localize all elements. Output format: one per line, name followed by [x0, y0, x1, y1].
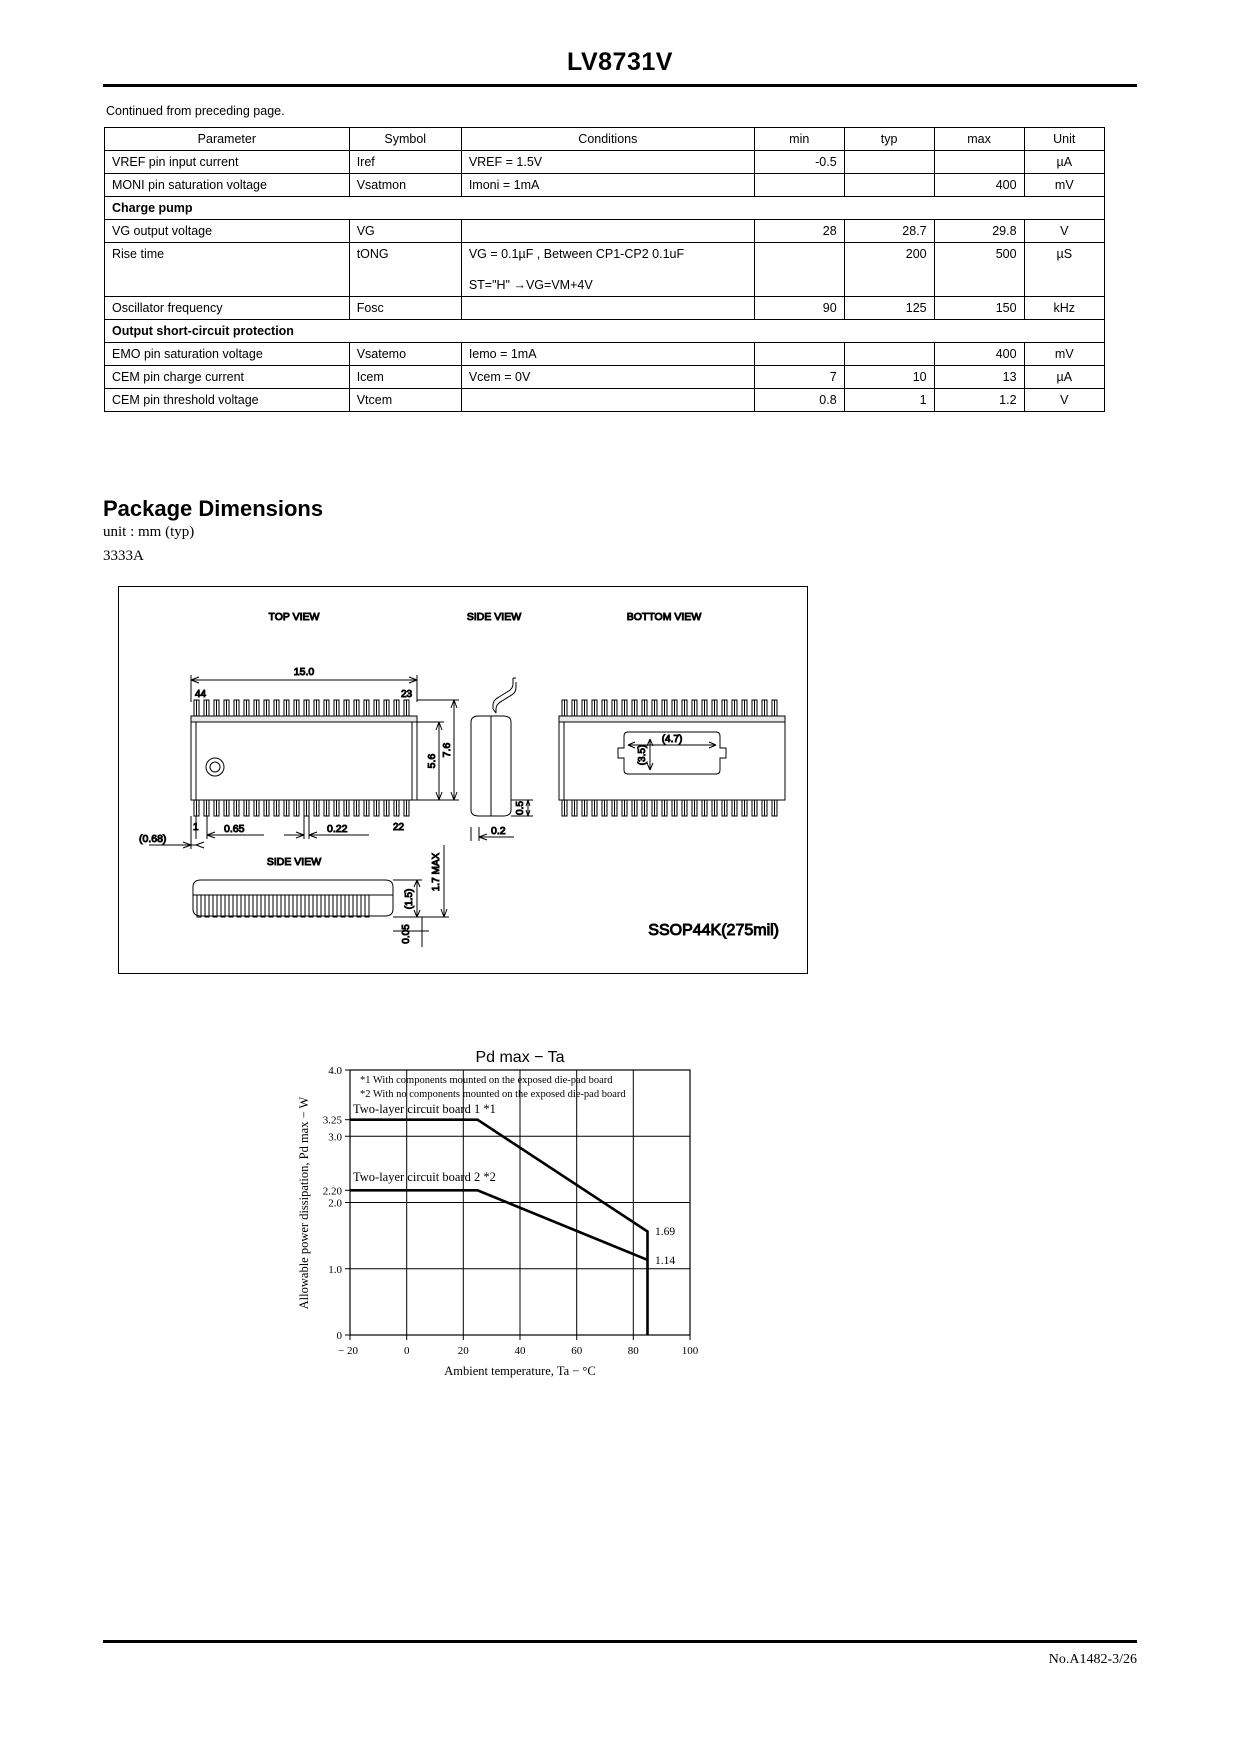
- xtick-80: 80: [627, 1345, 639, 1357]
- pin-label-23: 23: [401, 689, 413, 700]
- xtick-60: 60: [571, 1345, 583, 1357]
- table-header-row: [105, 128, 1105, 151]
- cell-min: 90: [754, 297, 844, 320]
- cell-symbol: tONG: [349, 243, 461, 297]
- cell-typ: 10: [844, 366, 934, 389]
- cell-typ: 28.7: [844, 220, 934, 243]
- page-footer: No.A1482-3/26: [1048, 1652, 1137, 1667]
- dim-pad-width: (4.7): [661, 734, 683, 745]
- table-section-row: [105, 320, 1105, 343]
- ytick-4-0: 4.0: [328, 1065, 342, 1077]
- dim-width: 15.0: [293, 666, 315, 678]
- dim-lead-offset: (0.68): [139, 833, 167, 845]
- section-label: Charge pump: [105, 197, 1105, 220]
- cell-conditions: [461, 389, 754, 412]
- side-view-profile: [193, 880, 393, 917]
- cell-parameter: CEM pin charge current: [105, 366, 350, 389]
- side-view-label-2: SIDE VIEW: [266, 856, 322, 868]
- xtick--20: − 20: [338, 1345, 358, 1357]
- package-part-label: SSOP44K(275mil): [648, 922, 779, 939]
- ytick-2-0: 2.0: [328, 1197, 342, 1210]
- cell-symbol: Vsatmon: [349, 174, 461, 197]
- pin-label-1: 1: [193, 822, 199, 833]
- package-drawing: [119, 587, 807, 973]
- ytick-1-0: 1.0: [328, 1263, 342, 1276]
- cell-symbol: Vtcem: [349, 389, 461, 412]
- cell-parameter: EMO pin saturation voltage: [105, 343, 350, 366]
- cell-parameter: Oscillator frequency: [105, 297, 350, 320]
- side-view-gullwing: [471, 678, 516, 816]
- cell-parameter: VREF pin input current: [105, 151, 350, 174]
- cell-typ: 1: [844, 389, 934, 412]
- cell-max: 400: [934, 174, 1024, 197]
- cell-max: 400: [934, 343, 1024, 366]
- cell-unit: mV: [1024, 343, 1104, 366]
- cell-conditions: Imoni = 1mA: [461, 174, 754, 197]
- cell-min: [754, 343, 844, 366]
- chart-ylabel: Allowable power dissipation, Pd max − W: [297, 1096, 311, 1310]
- table-row: [105, 174, 1105, 197]
- col-conditions: Conditions: [461, 128, 754, 151]
- ytick-2-20: 2.20: [322, 1185, 342, 1198]
- cell-symbol: Fosc: [349, 297, 461, 320]
- dim-standoff: 0.05: [401, 924, 412, 944]
- table-row: [105, 297, 1105, 320]
- cell-conditions: VREF = 1.5V: [461, 151, 754, 174]
- table-row: [105, 220, 1105, 243]
- dim-body-height: 5.6: [426, 753, 438, 769]
- pdmax-ta-chart: [290, 1045, 720, 1385]
- chart-note-2: *2 With no components mounted on the exposed die-pad board: [360, 1089, 626, 1100]
- table-row: [105, 151, 1105, 174]
- series-end-value-board2: 1.14: [655, 1255, 676, 1267]
- pdmax-ta-chart-svg: [290, 1045, 720, 1385]
- ytick-0: 0: [336, 1330, 342, 1342]
- xtick-0: 0: [403, 1345, 410, 1357]
- col-symbol: Symbol: [349, 128, 461, 151]
- cell-max: 500: [934, 243, 1024, 297]
- cell-unit: kHz: [1024, 297, 1104, 320]
- pin-label-22: 22: [393, 822, 405, 833]
- section-label: Output short-circuit protection: [105, 320, 1105, 343]
- cell-parameter: VG output voltage: [105, 220, 350, 243]
- chart-note-1: *1 With components mounted on the exposed die-pad board: [360, 1075, 613, 1086]
- cell-min: 0.8: [754, 389, 844, 412]
- dim-pad-height: (3.5): [637, 744, 648, 766]
- top-view-label: TOP VIEW: [268, 611, 320, 623]
- cell-unit: µA: [1024, 151, 1104, 174]
- dim-overall-height: 7.6: [441, 742, 453, 758]
- col-min: min: [754, 128, 844, 151]
- table-row: [105, 366, 1105, 389]
- xtick-20: 20: [457, 1345, 469, 1357]
- cell-parameter: CEM pin threshold voltage: [105, 389, 350, 412]
- cell-symbol: VG: [349, 220, 461, 243]
- col-typ: typ: [844, 128, 934, 151]
- cell-conditions: [461, 243, 754, 297]
- package-dimensions-heading: Package Dimensions: [103, 496, 324, 521]
- cell-conditions: [461, 220, 754, 243]
- condition-line-1: VG = 0.1µF , Between CP1-CP2 0.1uF: [468, 247, 685, 261]
- cell-unit: V: [1024, 220, 1104, 243]
- dim-lead-width: 0.22: [327, 823, 348, 835]
- cell-min: 28: [754, 220, 844, 243]
- ytick-3-0: 3.0: [328, 1131, 342, 1144]
- cell-min: 7: [754, 366, 844, 389]
- chart-title: Pd max − Ta: [475, 1049, 565, 1066]
- header-rule: [103, 84, 1137, 87]
- col-unit: Unit: [1024, 128, 1104, 151]
- bottom-view-leads-top: [562, 700, 777, 716]
- cell-min: [754, 174, 844, 197]
- cell-conditions: Vcem = 0V: [461, 366, 754, 389]
- cell-symbol: Vsatemo: [349, 343, 461, 366]
- package-leads-top: [194, 700, 409, 716]
- package-leads-bottom: [194, 800, 409, 816]
- cell-max: 150: [934, 297, 1024, 320]
- cell-max: 29.8: [934, 220, 1024, 243]
- cell-typ: 125: [844, 297, 934, 320]
- package-unit-note: unit : mm (typ): [103, 524, 195, 540]
- cell-max: 1.2: [934, 389, 1024, 412]
- cell-unit: µS: [1024, 243, 1104, 297]
- cell-typ: 200: [844, 243, 934, 297]
- electrical-characteristics-table: [104, 127, 1105, 412]
- col-parameter: Parameter: [105, 128, 350, 151]
- cell-symbol: Iref: [349, 151, 461, 174]
- col-max: max: [934, 128, 1024, 151]
- cell-symbol: Icem: [349, 366, 461, 389]
- series-label-board1: Two-layer circuit board 1 *1: [353, 1102, 496, 1116]
- dim-lead-thickness-top: 0.5: [515, 801, 526, 815]
- package-code: 3333A: [103, 548, 144, 564]
- cell-typ: [844, 174, 934, 197]
- pin-label-44: 44: [195, 689, 207, 700]
- bottom-view-label: BOTTOM VIEW: [626, 611, 702, 623]
- series-end-value-board1: 1.69: [655, 1226, 676, 1238]
- cell-min: -0.5: [754, 151, 844, 174]
- continued-note: Continued from preceding page.: [106, 104, 285, 118]
- cell-typ: [844, 151, 934, 174]
- xtick-40: 40: [514, 1345, 526, 1357]
- cell-min: [754, 243, 844, 297]
- series-label-board2: Two-layer circuit board 2 *2: [353, 1170, 496, 1184]
- page-title: LV8731V: [567, 48, 673, 76]
- package-drawing-box: [118, 586, 808, 974]
- xtick-100: 100: [681, 1345, 699, 1357]
- side-view-label-1: SIDE VIEW: [466, 611, 522, 623]
- cell-unit: mV: [1024, 174, 1104, 197]
- footer-rule: [103, 1640, 1137, 1643]
- cell-parameter: MONI pin saturation voltage: [105, 174, 350, 197]
- table-row: [105, 343, 1105, 366]
- cell-unit: V: [1024, 389, 1104, 412]
- cell-max: [934, 151, 1024, 174]
- bottom-view-leads-bottom: [562, 800, 777, 816]
- table-row: [105, 243, 1105, 297]
- ytick-3-25: 3.25: [322, 1114, 342, 1127]
- dim-body-thickness: (1.5): [404, 888, 415, 910]
- dim-max-height: 1.7 MAX: [431, 852, 442, 892]
- cell-typ: [844, 343, 934, 366]
- table-section-row: [105, 197, 1105, 220]
- cell-parameter: Rise time: [105, 243, 350, 297]
- chart-xlabel: Ambient temperature, Ta − °C: [444, 1364, 596, 1378]
- condition-line-2: ST="H" →VG=VM+4V: [468, 278, 593, 292]
- cell-conditions: [461, 297, 754, 320]
- dim-lead-pitch: 0.65: [224, 823, 245, 835]
- dim-lead-thickness-side: 0.2: [491, 825, 506, 837]
- cell-unit: µA: [1024, 366, 1104, 389]
- cell-max: 13: [934, 366, 1024, 389]
- cell-conditions: Iemo = 1mA: [461, 343, 754, 366]
- series-line-board1: [350, 1120, 648, 1335]
- table-row: [105, 389, 1105, 412]
